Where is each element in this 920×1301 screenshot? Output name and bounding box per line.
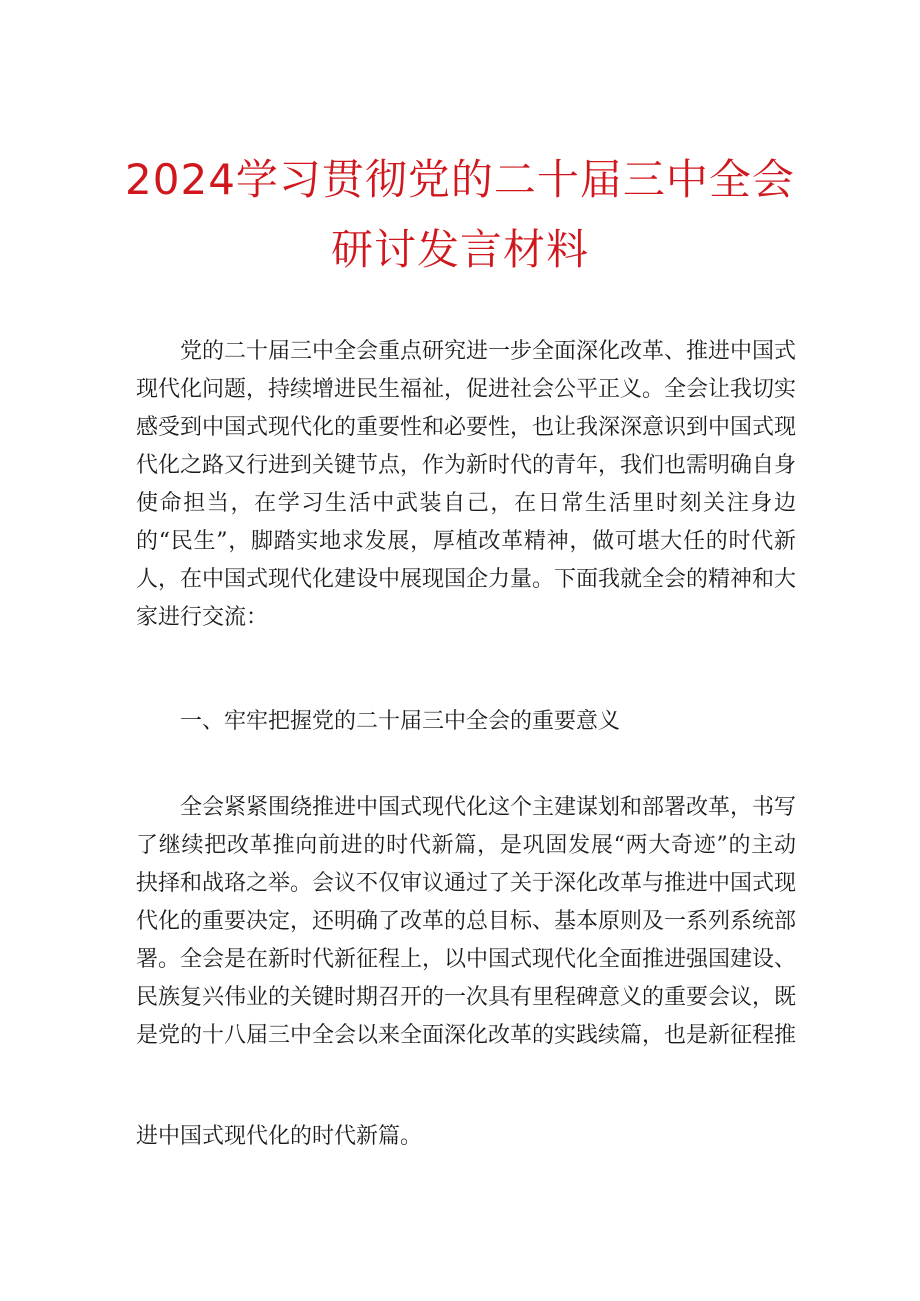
section-1-paragraph-continued: 进中国式现代化的时代新篇。 [136,1124,423,1149]
document-title-line-1: 2024学习贯彻党的二十届三中全会 [125,155,795,204]
section-1-paragraph: 全会紧紧围绕推进中国式现代化这个主建谋划和部署改革，书写了继续把改革推向前进的时代新篇，是巩固发展“两大奇迹”的主动抉择和战珞之举。会议不仅审议通过了关于深化改革与推进中国式现代化的重要决定，还明确了改革的总目标、基本原则及一系列系统部署。全会是在新时代新征程上，以中国式现代化全面推进强国建设、民族复兴伟业的关键时期召开的一次具有里程碑意义的重要会议，既是党的十八届三中全会以来全面深化改革的实践续篇，也是新征程推 [136,795,797,1048]
section-heading-1: 一、牢牢把握党的二十届三中全会的重要意义 [180,709,621,734]
intro-paragraph: 党的二十届三中全会重点研究进一步全面深化改革、推进中国式现代化问题，持续增进民生福祉，促进社会公平正义。全会让我切实感受到中国式现代化的重要性和必要性，也让我深深意识到中国式现代化之路又行进到关键节点，作为新时代的青年，我们也需明确自身使命担当，在学习生活中武装自己，在日常生活里时刻关注身边的“民生”，脚踏实地求发展，厚植改革精神，做可堪大任的时代新人，在中国式现代化建设中展现国企力量。下面我就全会的精神和大家进行交流： [136,339,797,630]
document-title-line-2: 研讨发言材料 [330,225,589,274]
